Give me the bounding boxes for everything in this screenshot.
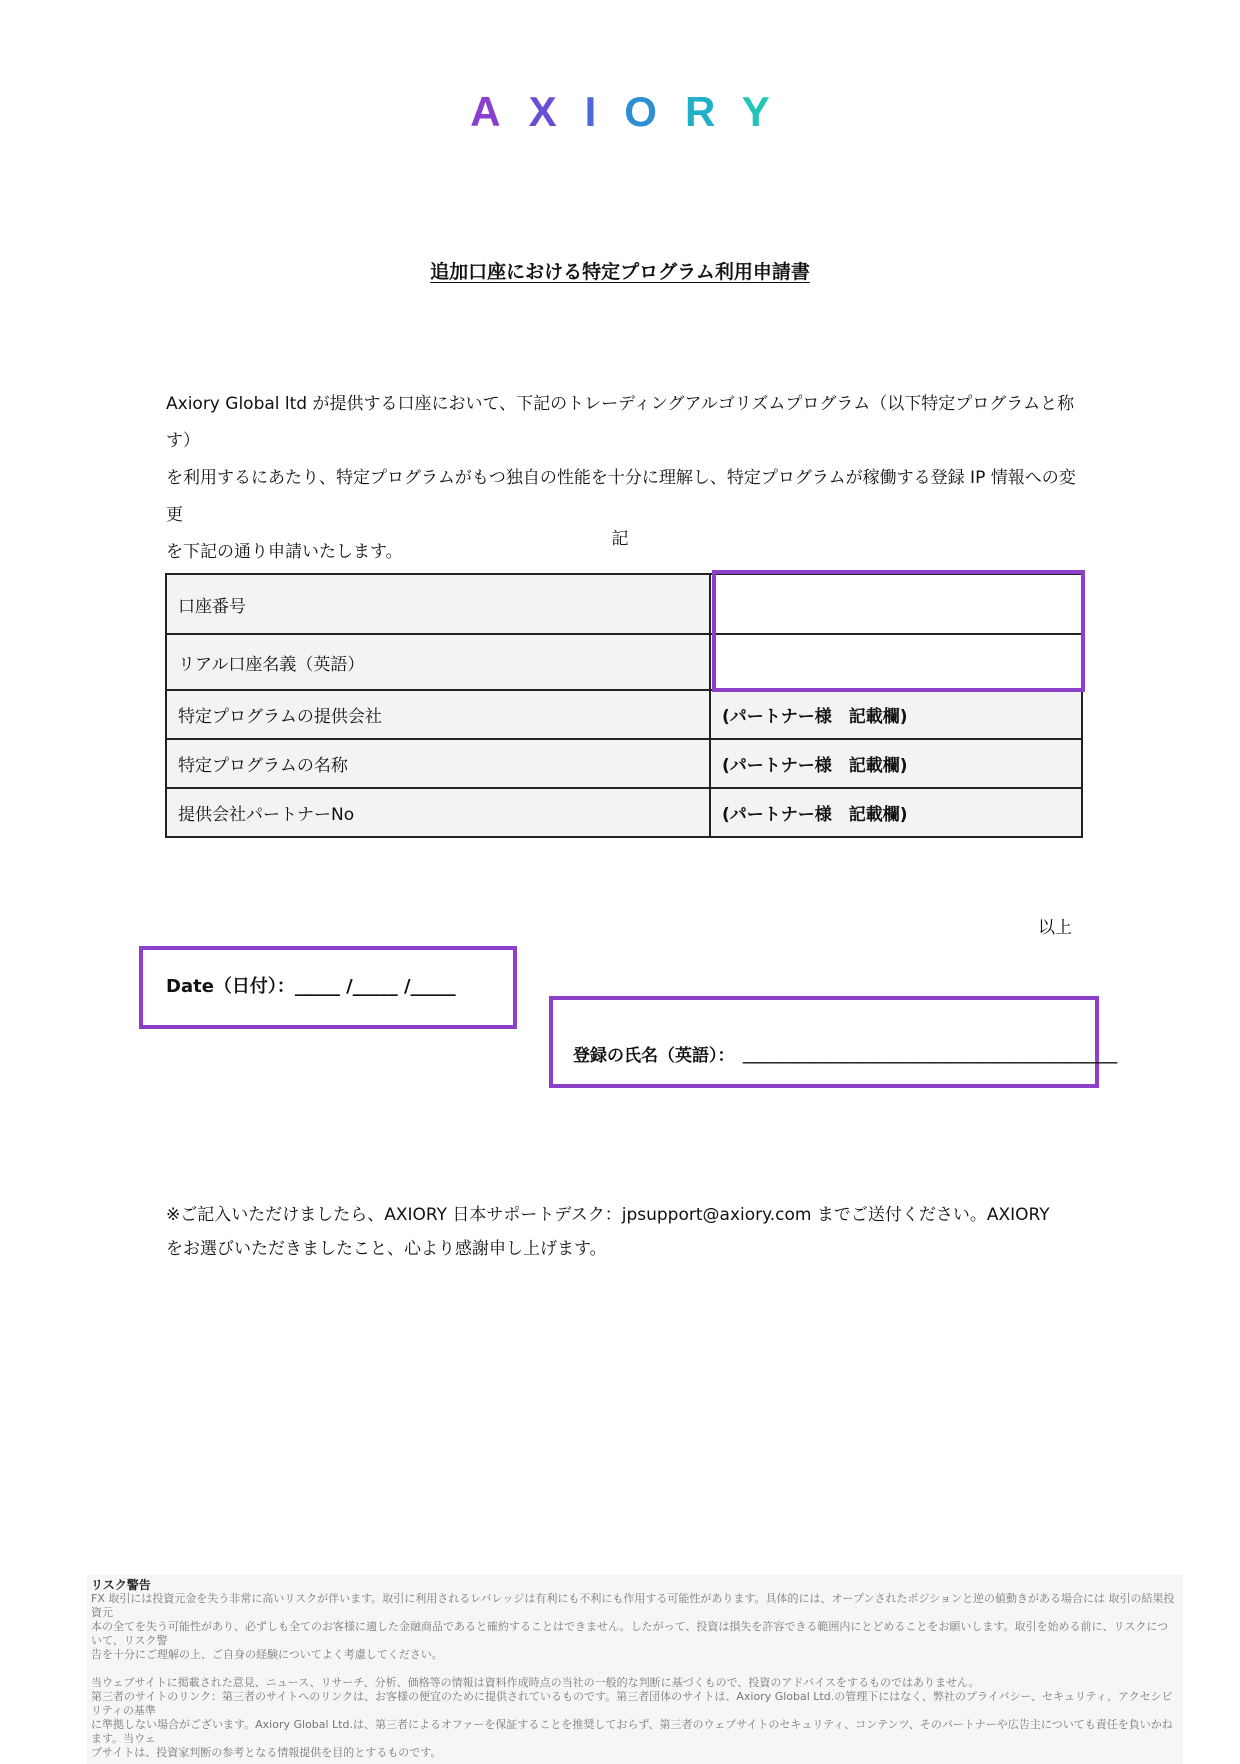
note-line: ※ご記入いただけましたら、AXIORY 日本サポートデスク：jpsupport@axiory.com までご送付ください。AXIORY bbox=[166, 1205, 1050, 1225]
spacer bbox=[91, 1662, 1179, 1676]
label-account-holder-name: リアル口座名義（英語） bbox=[166, 634, 710, 690]
logo-letter: O bbox=[624, 88, 685, 135]
logo-letter: I bbox=[584, 88, 625, 135]
risk-line: FX 取引には投資元金を失う非常に高いリスクが伴います。取引に利用されるレバレッジは有利にも不利にも作用する可能性があります。具体的には、オープンされたポジションと逆の値動きがある場合には 取引の結果投資元 bbox=[91, 1592, 1175, 1619]
ki-marker: 記 bbox=[611, 529, 629, 549]
disclaimer-line: に準拠しない場合がございます。Axiory Global Ltd.は、第三者によるオファーを保証することを推奨しておらず、第三者のウェブサイトのセキュリティ、コンテンツ、そのパートナーや広告主についても責任を負いかねます。当ウェ bbox=[91, 1718, 1173, 1745]
table-row bbox=[166, 690, 1082, 739]
intro-line: を利用するにあたり、特定プログラムがもつ独自の性能を十分に理解し、特定プログラムが稼働する登録 IP 情報への変更 bbox=[166, 468, 1076, 525]
disclaimer-line: ブサイトは、投資家判断の参考となる情報提供を目的とするものです。 bbox=[91, 1746, 442, 1759]
intro-line: を下記の通り申請いたします。 bbox=[166, 542, 403, 562]
logo-letter: Y bbox=[741, 88, 798, 135]
closing-text: 以上 bbox=[1038, 918, 1072, 938]
label-partner-number: 提供会社パートナーNo bbox=[166, 788, 710, 837]
disclaimer-line: 第三者のサイトのリンク：第三者のサイトへのリンクは、お客様の便宜のために提供されているものです。第三者団体のサイトは、Axiory Global Ltd.の管理下にはなく、弊社のプライバシー、セキュリティ、アクセシビリティの基準 bbox=[91, 1690, 1173, 1717]
submission-note bbox=[166, 1198, 1086, 1266]
disclaimer-line: 当ウェブサイトに掲載された意見、ニュース、リサーチ、分析、価格等の情報は資料作成時点の当社の一般的な判断に基づくもので、投資のアドバイスをするものではありません。 bbox=[91, 1676, 980, 1689]
logo-letter: A bbox=[470, 88, 529, 135]
partner-number-field: (パートナー様 記載欄) bbox=[710, 788, 1082, 837]
axiory-logo bbox=[0, 88, 1240, 136]
logo-letter: X bbox=[528, 88, 585, 135]
table-row bbox=[166, 788, 1082, 837]
note-line: をお選びいただきましたこと、心より感謝申し上げます。 bbox=[166, 1239, 607, 1259]
program-name-field: (パートナー様 記載欄) bbox=[710, 739, 1082, 788]
label-program-name: 特定プログラムの名称 bbox=[166, 739, 710, 788]
program-provider-field: (パートナー様 記載欄) bbox=[710, 690, 1082, 739]
risk-line: 本の全てを失う可能性があり、必ずしも全てのお客様に適した金融商品であると確約することはできません。したがって、投資は損失を許容できる範囲内にとどめることをお願いします。取引を始める前に、リスクについて、リスク警 bbox=[91, 1620, 1169, 1647]
registered-name-field[interactable]: 登録の氏名（英語）： ＿＿＿＿＿＿＿＿＿＿＿＿＿＿＿＿＿＿＿＿＿＿ bbox=[573, 1046, 1117, 1066]
risk-warning-footer bbox=[87, 1575, 1183, 1764]
account-fields-highlight bbox=[712, 570, 1085, 692]
logo-letter: R bbox=[684, 88, 742, 135]
document-title-text: 追加口座における特定プログラム利用申請書 bbox=[430, 261, 810, 283]
label-account-number: 口座番号 bbox=[166, 574, 710, 634]
document-title bbox=[0, 257, 1240, 284]
intro-line: Axiory Global ltd が提供する口座において、下記のトレーディングアルゴリズムプログラム（以下特定プログラムと称す） bbox=[166, 394, 1075, 451]
table-row bbox=[166, 739, 1082, 788]
risk-warning-heading: リスク警告 bbox=[91, 1578, 151, 1592]
label-program-provider: 特定プログラムの提供会社 bbox=[166, 690, 710, 739]
risk-line: 告を十分にご理解の上、ご自身の経験についてよく考慮してください。 bbox=[91, 1648, 443, 1661]
date-field[interactable]: Date（日付）：_____ /_____ /_____ bbox=[166, 976, 456, 997]
